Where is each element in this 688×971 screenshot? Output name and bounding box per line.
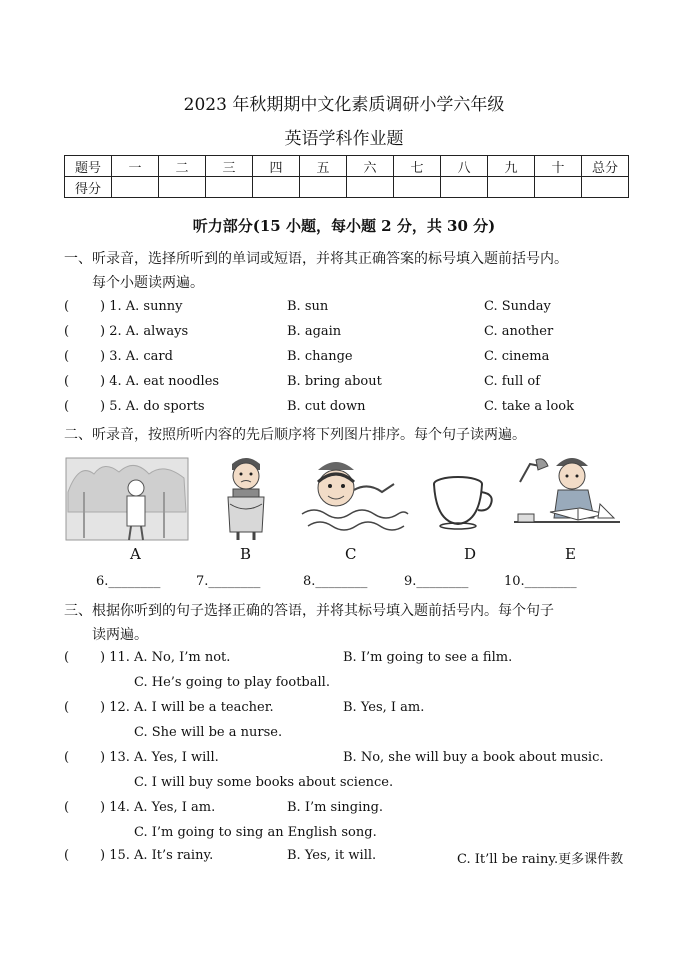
table-cell: 三 [206,156,253,177]
question-option-c: C. I’m going to sing an English song. [134,825,377,840]
question-option-a: ) 12. A. I will be a teacher. [100,700,274,715]
answer-blank[interactable]: 9.________ [404,574,469,589]
score-input-cell[interactable] [488,177,535,198]
question-option-c: C. I will buy some books about science. [134,775,394,790]
question-option-a: ) 5. A. do sports [100,399,205,414]
answer-paren[interactable]: ( [64,650,70,665]
table-cell: 八 [441,156,488,177]
table-cell: 七 [394,156,441,177]
question-option-b: B. No, she will buy a book about music. [343,750,604,765]
question-option-c: C. another [484,324,554,339]
table-cell: 一 [112,156,159,177]
score-input-cell[interactable] [112,177,159,198]
studying-boy-icon [510,452,624,542]
picture-letter: A [130,545,141,563]
question-option-c: C. She will be a nurse. [134,725,283,740]
answer-paren[interactable]: ( [64,399,70,414]
table-cell: 六 [347,156,394,177]
answer-blank[interactable]: 10.________ [504,574,577,589]
swimming-boy-icon [298,452,410,542]
answer-paren[interactable]: ( [64,800,70,815]
question-option-c: C. He’s going to play football. [134,675,330,690]
question-option-a: ) 2. A. always [100,324,189,339]
cold-boy-icon [216,452,276,542]
picture-letter: C [345,545,357,563]
man-in-park-icon [64,452,190,542]
answer-paren[interactable]: ( [64,324,70,339]
question-option-b: B. Yes, I am. [343,700,425,715]
score-input-cell[interactable] [347,177,394,198]
table-cell: 二 [159,156,206,177]
score-input-cell[interactable] [206,177,253,198]
question-option-b: B. change [287,349,353,364]
question-option-b: B. I’m going to see a film. [343,650,513,665]
question-option-c: C. cinema [484,349,550,364]
score-input-cell[interactable] [582,177,629,198]
table-cell: 五 [300,156,347,177]
question-option-b: B. again [287,324,342,339]
table-cell: 九 [488,156,535,177]
question-option-a: ) 14. A. Yes, I am. [100,800,216,815]
score-input-cell[interactable] [300,177,347,198]
table-cell: 题号 [65,156,112,177]
answer-paren[interactable]: ( [64,374,70,389]
question-option-a: ) 3. A. card [100,349,173,364]
question-option-b: B. sun [287,299,329,314]
page-title: 2023 年秋期期中文化素质调研小学六年级 [183,95,505,115]
question-option-a: ) 11. A. No, I’m not. [100,650,231,665]
score-input-cell[interactable] [159,177,206,198]
listening-section-title: 听力部分(15 小题，每小题 2 分，共 30 分) [192,217,496,235]
question-option-b: B. bring about [287,374,382,389]
part3-instruction: 三、根据你听到的句子选择正确的答语，并将其标号填入题前括号内。每个句子 [64,603,554,619]
score-input-cell[interactable] [253,177,300,198]
answer-paren[interactable]: ( [64,750,70,765]
score-table [64,155,629,198]
picture-letter: E [565,545,576,563]
score-input-cell[interactable] [535,177,582,198]
question-option-c: C. It’ll be rainy.更多课件教 [457,852,624,867]
score-input-cell[interactable] [441,177,488,198]
page-subtitle: 英语学科作业题 [284,129,404,149]
question-option-c: C. take a look [484,399,574,414]
score-table-header-row [65,156,629,177]
answer-blank[interactable]: 8.________ [303,574,368,589]
answer-paren[interactable]: ( [64,299,70,314]
question-option-b: B. Yes, it will. [287,848,377,863]
score-input-cell[interactable] [394,177,441,198]
question-option-b: B. I’m singing. [287,800,384,815]
answer-paren[interactable]: ( [64,700,70,715]
table-cell: 十 [535,156,582,177]
question-option-b: B. cut down [287,399,366,414]
answer-paren[interactable]: ( [64,848,70,863]
question-option-a: ) 13. A. Yes, I will. [100,750,219,765]
answer-blank[interactable]: 6.________ [96,574,161,589]
table-cell: 得分 [65,177,112,198]
question-option-a: ) 1. A. sunny [100,299,183,314]
answer-paren[interactable]: ( [64,349,70,364]
score-table-score-row [65,177,629,198]
picture-letter: B [240,545,252,563]
question-option-a: ) 15. A. It’s rainy. [100,848,214,863]
question-option-c: C. Sunday [484,299,551,314]
question-option-a: ) 4. A. eat noodles [100,374,220,389]
part3-instruction-cont: 读两遍。 [92,627,148,643]
question-option-c: C. full of [484,374,541,389]
part1-instruction: 一、听录音，选择所听到的单词或短语，并将其正确答案的标号填入题前括号内。 [64,251,568,267]
table-cell: 四 [253,156,300,177]
cup-icon [428,452,498,542]
picture-letter: D [464,545,477,563]
table-cell: 总分 [582,156,629,177]
part2-instruction: 二、听录音，按照所听内容的先后顺序将下列图片排序。每个句子读两遍。 [64,427,526,443]
part1-instruction-cont: 每个小题读两遍。 [92,275,204,291]
answer-blank[interactable]: 7.________ [196,574,261,589]
